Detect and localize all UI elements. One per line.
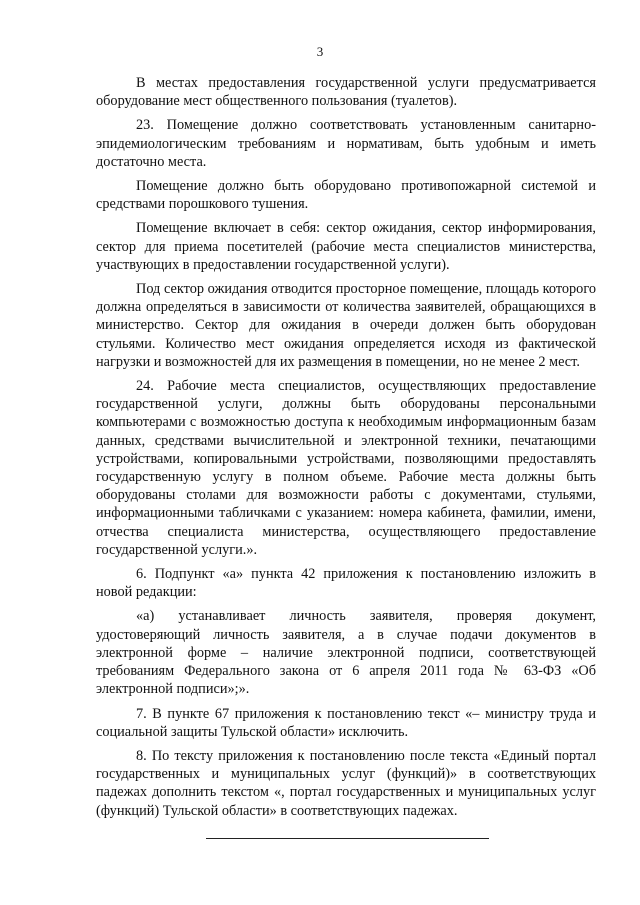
paragraph-6a-identity: «а) устанавливает личность заявителя, проверяя документ, удостоверяющий личность заявителя, а в случае подачи документов в электронной форме – наличие электронной подписи, соответствующей требованиям Федерального закона от 6 апреля 2011 года № 63-ФЗ «Об электронной подписи»;». bbox=[96, 608, 596, 698]
paragraph-7-amendment: 7. В пункте 67 приложения к постановлению текст «– министру труда и социальной защиты Тульской области» исключить. bbox=[96, 705, 596, 740]
paragraph-restrooms: В местах предоставления государственной услуги предусматривается оборудование мест общественного пользования (туалетов). bbox=[96, 75, 596, 110]
page-number: 3 bbox=[316, 44, 324, 59]
paragraph-24-workplaces: 24. Рабочие места специалистов, осуществляющих предоставление государственной услуги, должны быть оборудованы персональными компьютерами с возможностью доступа к необходимым информационным базам данных, средствами вычислительной и электронной техники, печатающими устройствами, копировальными устройствами, позволяющими предоставлять государственную услугу в полном объеме. Рабочие места должны быть оборудованы столами для возможности работы с документами, стульями, информационными табличками с указанием: номера кабинета, фамилии, имени, отчества специалиста министерства, осуществляющего предоставление государственной услуги.». bbox=[96, 378, 596, 558]
closing-rule bbox=[206, 838, 489, 839]
document-body bbox=[96, 74, 596, 826]
paragraph-23-premises: 23. Помещение должно соответствовать установленным санитарно-эпидемиологическим требованиям и нормативам, быть удобным и иметь достаточно места. bbox=[96, 117, 596, 170]
paragraph-8-amendment: 8. По тексту приложения к постановлению после текста «Единый портал государственных и муниципальных услуг (функций)» в соответствующих падежах дополнить текстом «, портал государственных и муниципальных услуг (функций) Тульской области» в соответствующих падежах. bbox=[96, 747, 596, 819]
paragraph-sectors: Помещение включает в себя: сектор ожидания, сектор информирования, сектор для приема посетителей (рабочие места специалистов министерства, участвующих в предоставлении государственной услуги). bbox=[96, 220, 596, 273]
paragraph-fire-system: Помещение должно быть оборудовано противопожарной системой и средствами порошкового тушения. bbox=[96, 178, 596, 213]
paragraph-waiting-sector: Под сектор ожидания отводится просторное помещение, площадь которого должна определяться в зависимости от количества заявителей, обращающихся в министерство. Сектор для ожидания в очереди должен быть оборудован стульями. Количество мест ожидания определяется исходя из фактической нагрузки и возможностей для их размещения в помещении, но не менее 2 мест. bbox=[96, 281, 596, 370]
paragraph-6-amendment: 6. Подпункт «а» пункта 42 приложения к постановлению изложить в новой редакции: bbox=[96, 566, 596, 601]
